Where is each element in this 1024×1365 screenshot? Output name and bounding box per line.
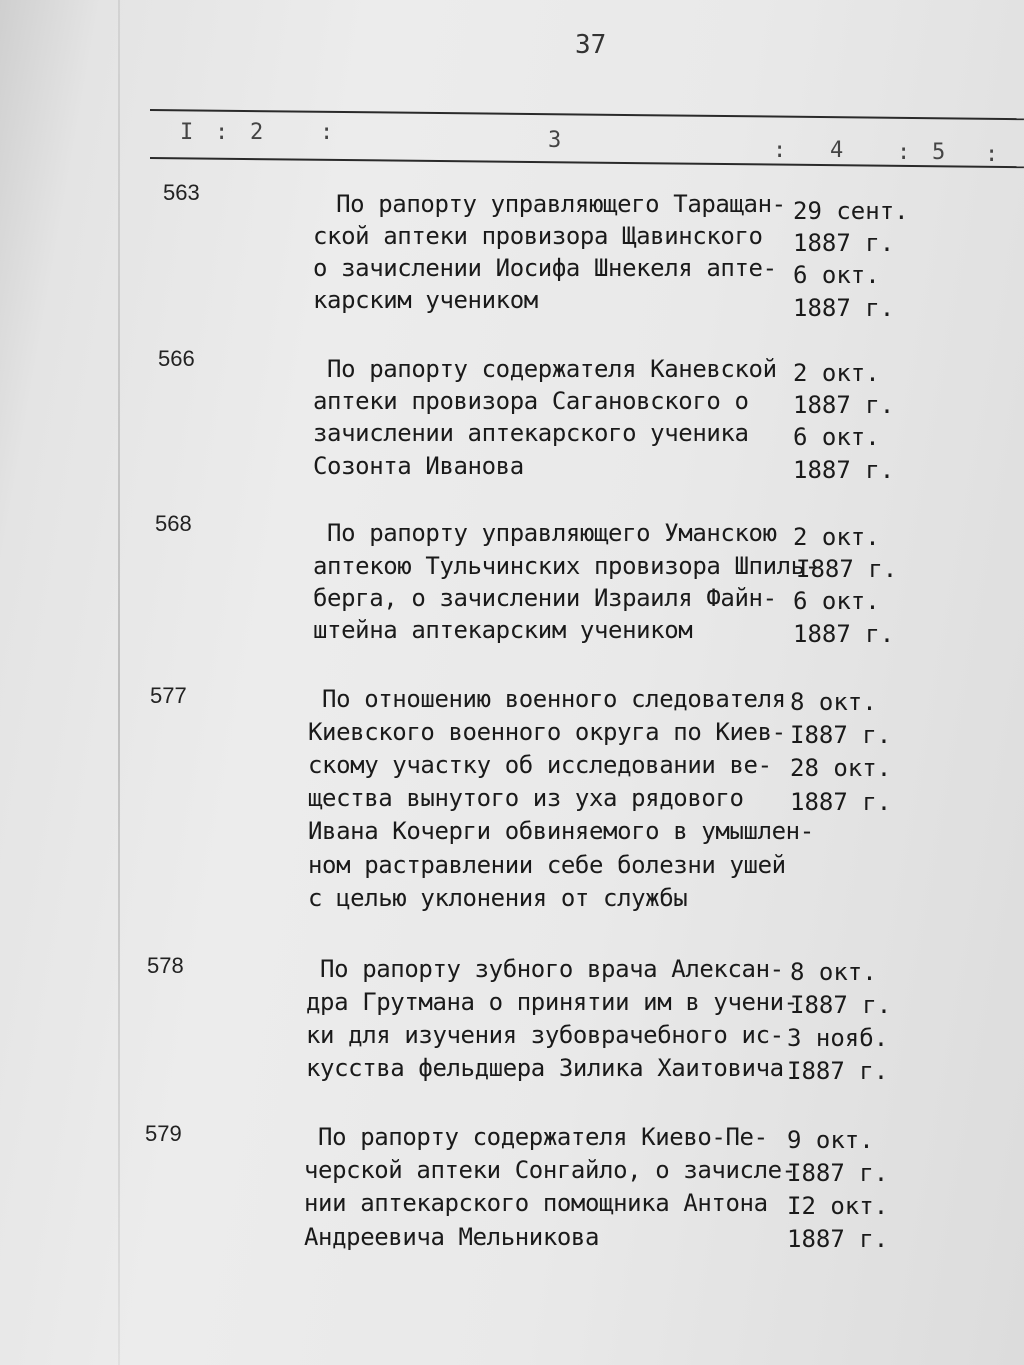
entry-date: 1887 г.	[790, 788, 892, 816]
column-header-2: 2	[250, 120, 264, 145]
entry-text-line: аптеки провизора Сагановского о	[313, 387, 749, 415]
entry-text-line: Андреевича Мельникова	[304, 1223, 600, 1251]
entry-text-line: Ивана Кочерги обвиняемого в умышлен-	[308, 817, 814, 845]
entry-text-line: карским учеником	[313, 286, 538, 314]
entry-number: 563	[163, 180, 200, 205]
entry-date: I887 г.	[787, 1057, 889, 1085]
entry-date: I887 г.	[790, 991, 892, 1019]
entry-date: 29 сент.	[793, 197, 909, 225]
entry-text-line: Киевского военного округа по Киев-	[308, 718, 786, 746]
entry-text-line: По рапорту зубного врача Алексан-	[306, 955, 784, 983]
entry-number: 568	[155, 511, 192, 536]
entry-date: 6 окт.	[793, 423, 880, 451]
entry-text-line: штейна аптекарским учеником	[313, 616, 693, 644]
entry-date: 2 окт.	[793, 523, 880, 551]
entry-date: 28 окт.	[790, 754, 892, 782]
entry-date: 1887 г.	[793, 294, 895, 322]
entry-date: 6 окт.	[793, 587, 880, 615]
entry-number: 566	[158, 346, 195, 371]
entry-text-line: черской аптеки Сонгайло, о зачисле-	[304, 1156, 796, 1184]
entry-date: I2 окт.	[787, 1192, 889, 1220]
entry-text-line: берга, о зачислении Израиля Файн-	[313, 584, 777, 612]
entry-date: 2 окт.	[793, 359, 880, 387]
entry-date: 1887 г.	[793, 456, 895, 484]
entry-date: I887 г.	[787, 1159, 889, 1187]
column-header-separator: :	[897, 140, 911, 165]
column-header-5: 5	[932, 140, 946, 165]
page-number: 37	[575, 30, 607, 60]
entry-text-line: щества вынутого из уха рядового	[308, 784, 744, 812]
entry-text-line: Созонта Иванова	[313, 452, 524, 480]
entry-date: 1887 г.	[793, 229, 895, 257]
column-header-4: 4	[830, 138, 844, 163]
column-header-separator: :	[773, 138, 787, 163]
entry-date: 1887 г.	[787, 1225, 889, 1253]
entry-text-line: о зачислении Иосифа Шнекеля апте-	[313, 254, 777, 282]
entry-text-line: с целью уклонения от службы	[308, 884, 688, 912]
entry-text-line: нии аптекарского помощника Антона	[304, 1189, 768, 1217]
entry-text-line: ской аптеки провизора Щавинского	[313, 222, 763, 250]
entry-text-line: По отношению военного следователя	[308, 685, 786, 713]
entry-number: 577	[150, 683, 187, 708]
entry-text-line: ки для изучения зубоврачебного ис-	[306, 1021, 784, 1049]
entry-text-line: По рапорту управляющего Таращан-	[308, 190, 786, 218]
entry-date: I887 г.	[796, 555, 898, 583]
entry-date: 6 окт.	[793, 261, 880, 289]
entry-text-line: По рапорту содержателя Каневской	[313, 355, 777, 383]
entry-text-line: ном растравлении себе болезни ушей	[308, 851, 786, 879]
column-header-1: I	[180, 120, 194, 145]
entry-date: 1887 г.	[793, 391, 895, 419]
entry-date: 9 окт.	[787, 1126, 874, 1154]
column-header-separator: :	[320, 120, 334, 145]
entry-date: 3 нояб.	[787, 1024, 889, 1052]
entry-text-line: кусства фельдшера Зилика Хаитовича	[306, 1054, 784, 1082]
entry-text-line: По рапорту управляющего Уманскою	[313, 519, 777, 547]
entry-text-line: аптекою Тульчинских провизора Шпиль-	[313, 552, 819, 580]
binding-edge	[118, 0, 120, 1365]
entry-date: I887 г.	[790, 721, 892, 749]
entry-text-line: зачислении аптекарского ученика	[313, 419, 749, 447]
entry-date: 8 окт.	[790, 688, 877, 716]
entry-date: 1887 г.	[793, 620, 895, 648]
entry-number: 578	[147, 953, 184, 978]
entry-text-line: По рапорту содержателя Киево-Пе-	[304, 1123, 768, 1151]
entry-date: 8 окт.	[790, 958, 877, 986]
entry-text-line: скому участку об исследовании ве-	[308, 751, 772, 779]
header-rule-top	[150, 109, 1024, 120]
column-header-separator: :	[215, 120, 229, 145]
entry-text-line: дра Грутмана о принятии им в учени-	[306, 988, 798, 1016]
column-header-separator: :	[985, 142, 999, 167]
header-rule-bottom	[150, 157, 1024, 168]
entry-number: 579	[145, 1121, 182, 1146]
column-header-3: 3	[548, 128, 562, 153]
